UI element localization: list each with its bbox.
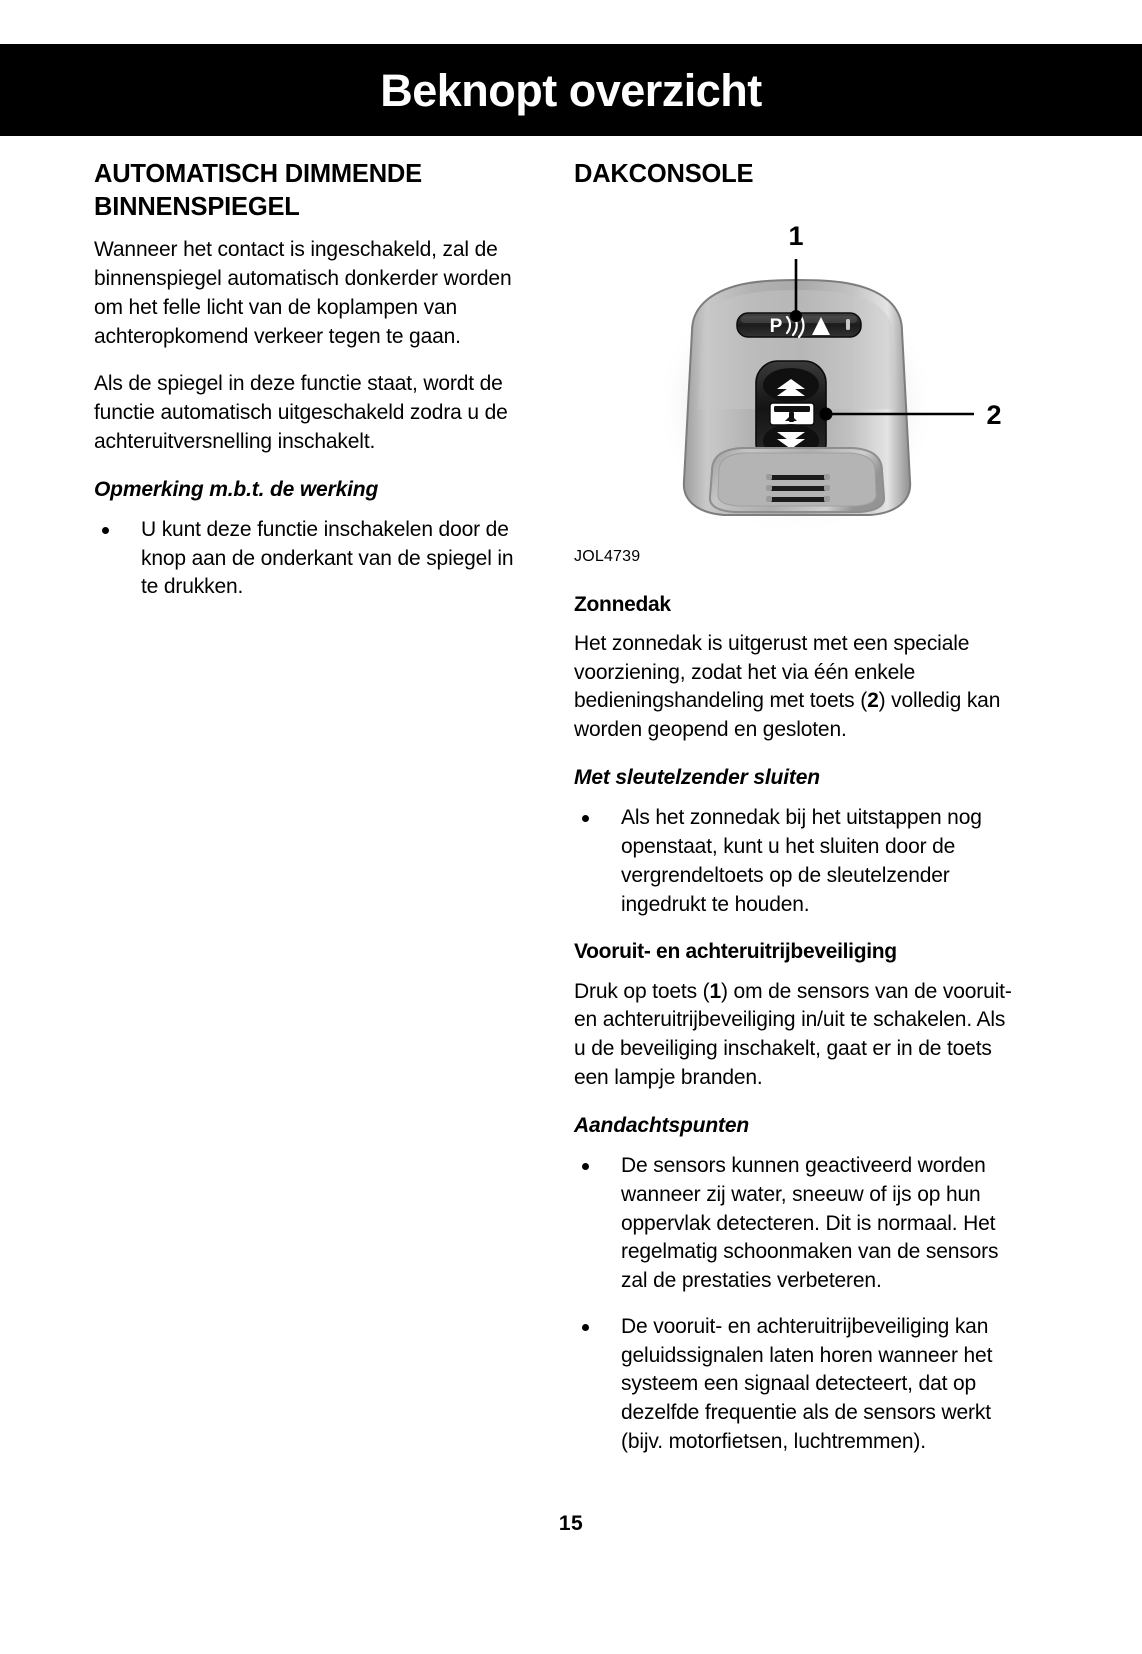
bullet-dot-icon	[582, 1163, 589, 1170]
park-indicator-lamp	[846, 319, 850, 330]
beveiliging-text-pre: Druk op toets (	[574, 979, 710, 1003]
roof-console-figure	[574, 213, 1014, 543]
left-column	[94, 158, 534, 621]
beveiliging-ref: 1	[709, 979, 722, 1003]
list-item	[574, 804, 1014, 919]
interior-lamp-lens-icon	[766, 474, 830, 502]
zonnedak-text-post: ) volledig kan worden geopend en gesloten.	[574, 689, 1001, 742]
list-item-text: De sensors kunnen geactiveerd worden wanneer zij water, sneeuw of ijs op hun oppervlak detecteren. Dit is normaal. Het regelmatig schoonmaken van de sensors zal de prestaties verbeteren.	[621, 1154, 999, 1293]
page-header-banner	[0, 44, 1142, 136]
roof-console-illustration	[574, 213, 1014, 543]
subheading-aandachtspunten: Aandachtspunten	[574, 1113, 750, 1137]
zonnedak-ref: 2	[867, 689, 879, 713]
interior-lamp-panel[interactable]	[710, 448, 884, 512]
sleutelzender-bullet-list	[574, 804, 1014, 919]
list-item	[574, 1313, 1014, 1457]
list-item-text: Als het zonnedak bij het uitstappen nog openstaat, kunt u het sluiten door de vergrendeltoets op de sleutelzender ingedrukt te houden.	[621, 806, 982, 916]
beveiliging-paragraph	[574, 978, 1014, 1093]
zonnedak-paragraph	[574, 630, 1014, 745]
page-footer	[0, 1512, 1142, 1536]
sunroof-tilt-icon	[774, 406, 810, 412]
page-title: Beknopt overzicht	[380, 64, 762, 116]
page-number: 15	[558, 1512, 584, 1535]
callout-1-label: 1	[788, 220, 804, 251]
list-item	[574, 1152, 1014, 1296]
callout-1-dot	[790, 310, 802, 322]
mirror-bullet-list	[94, 516, 534, 602]
zonnedak-text-pre: Het zonnedak is uitgerust met een speciale voorziening, zodat het via één enkele bedieningshandeling met toets (	[574, 631, 970, 713]
bullet-dot-icon	[582, 1324, 589, 1331]
subheading-zonnedak: Zonnedak	[574, 592, 671, 616]
subheading-sleutelzender: Met sleutelzender sluiten	[574, 765, 820, 789]
bullet-dot-icon	[582, 815, 589, 822]
mirror-paragraph-1: Wanneer het contact is ingeschakeld, zal de binnenspiegel automatisch donkerder worden om het felle licht van de koplampen van achteropkomend verkeer tegen te gaan.	[94, 238, 512, 348]
list-item	[94, 516, 534, 602]
list-item-text: U kunt deze functie inschakelen door de knop aan de onderkant van de spiegel in te drukken.	[141, 517, 514, 599]
top-margin	[0, 0, 1142, 44]
park-button-letter: P	[769, 315, 783, 337]
callout-2-dot	[820, 407, 833, 420]
sunroof-open-button[interactable]	[763, 368, 819, 402]
aandachtspunten-bullet-list	[574, 1152, 1014, 1457]
subheading-opmerking: Opmerking m.b.t. de werking	[94, 477, 379, 501]
callout-2-label: 2	[986, 399, 1002, 430]
section-title-dakconsole: DAKCONSOLE	[574, 160, 754, 188]
mirror-paragraph-2: Als de spiegel in deze functie staat, wordt de functie automatisch uitgeschakeld zodra u de achteruitversnelling inschakelt.	[94, 372, 508, 453]
list-item-text: De vooruit- en achteruitrijbeveiliging kan geluidssignalen laten horen wanneer het systeem een signaal detecteert, dat op dezelfde frequentie als de sensors werkt (bijv. motorfietsen, luchtremmen).	[621, 1314, 993, 1453]
figure-caption: JOL4739	[574, 547, 641, 565]
sunroof-tilt-button[interactable]	[770, 403, 814, 425]
subheading-beveiliging: Vooruit- en achteruitrijbeveiliging	[574, 940, 897, 964]
beveiliging-text-post: ) om de sensors van de vooruit- en achteruitrijbeveiliging in/uit te schakelen. Als u de beveiliging inschakelt, gaat er in de toets een lampje branden.	[574, 979, 1012, 1089]
section-title-mirror: AUTOMATISCH DIMMENDE BINNENSPIEGEL	[94, 160, 422, 221]
bullet-dot-icon	[102, 527, 109, 534]
right-column	[574, 158, 1014, 1476]
